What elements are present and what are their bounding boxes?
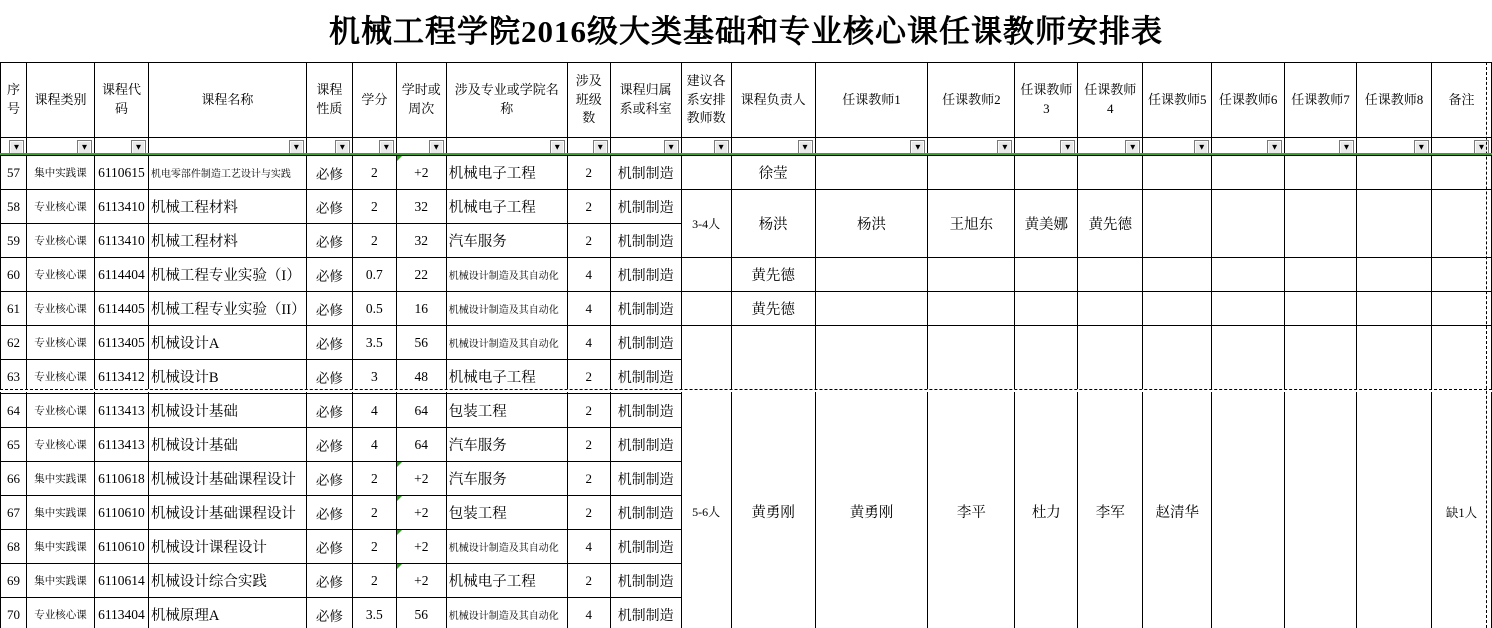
filter-dropdown-button-zhuanye[interactable]: ▼	[550, 140, 565, 155]
cell-5-beizhu[interactable]: 缺1人	[1431, 326, 1491, 628]
filter-dropdown-button-js2[interactable]: ▼	[997, 140, 1012, 155]
cell-11-guishu[interactable]: 机制制造	[610, 530, 681, 564]
cell-10-xuhao[interactable]: 67	[1, 496, 27, 530]
cell-3-js2[interactable]	[928, 258, 1015, 292]
cell-4-beizhu[interactable]	[1431, 292, 1491, 326]
cell-5-zhuanye[interactable]: 机械设计制造及其自动化	[446, 326, 567, 360]
cell-6-mingcheng[interactable]: 机械设计B	[148, 360, 306, 394]
column-header-js6[interactable]: 任课教师6	[1212, 63, 1285, 138]
column-header-guishu[interactable]: 课程归属系或科室	[610, 63, 681, 138]
cell-0-js2[interactable]	[928, 156, 1015, 190]
cell-4-js3[interactable]	[1015, 292, 1078, 326]
cell-10-leibie[interactable]: 集中实践课	[26, 496, 94, 530]
cell-3-js1[interactable]	[815, 258, 928, 292]
cell-10-daima[interactable]: 6110610	[94, 496, 148, 530]
cell-9-leibie[interactable]: 集中实践课	[26, 462, 94, 496]
filter-dropdown-button-guishu[interactable]: ▼	[664, 140, 679, 155]
cell-11-zhuanye[interactable]: 机械设计制造及其自动化	[446, 530, 567, 564]
cell-2-xuhao[interactable]: 59	[1, 224, 27, 258]
cell-10-zhuanye[interactable]: 包装工程	[446, 496, 567, 530]
cell-1-js7[interactable]	[1285, 190, 1357, 258]
cell-2-daima[interactable]: 6113410	[94, 224, 148, 258]
cell-1-js8[interactable]	[1357, 190, 1432, 258]
filter-dropdown-button-xingzhi[interactable]: ▼	[335, 140, 350, 155]
cell-7-xueshi[interactable]: 64	[396, 394, 446, 428]
cell-6-guishu[interactable]: 机制制造	[610, 360, 681, 394]
cell-0-beizhu[interactable]	[1431, 156, 1491, 190]
filter-dropdown-button-fuzeren[interactable]: ▼	[798, 140, 813, 155]
cell-2-guishu[interactable]: 机制制造	[610, 224, 681, 258]
cell-4-js8[interactable]	[1357, 292, 1432, 326]
cell-12-xuhao[interactable]: 69	[1, 564, 27, 598]
cell-10-xueshi[interactable]: +2	[396, 496, 446, 530]
cell-1-guishu[interactable]: 机制制造	[610, 190, 681, 224]
cell-5-guishu[interactable]: 机制制造	[610, 326, 681, 360]
cell-7-xuhao[interactable]: 64	[1, 394, 27, 428]
cell-0-js3[interactable]	[1015, 156, 1078, 190]
cell-1-js5[interactable]	[1143, 190, 1212, 258]
cell-0-js5[interactable]	[1143, 156, 1212, 190]
cell-8-zhuanye[interactable]: 汽车服务	[446, 428, 567, 462]
cell-3-xueshi[interactable]: 22	[396, 258, 446, 292]
cell-0-fuzeren[interactable]: 徐莹	[731, 156, 815, 190]
filter-dropdown-button-js5[interactable]: ▼	[1194, 140, 1209, 155]
cell-3-daima[interactable]: 6114404	[94, 258, 148, 292]
column-header-mingcheng[interactable]: 课程名称	[148, 63, 306, 138]
cell-2-leibie[interactable]: 专业核心课	[26, 224, 94, 258]
table-row	[1, 190, 1492, 224]
column-header-beizhu[interactable]: 备注	[1431, 63, 1491, 138]
column-header-js2[interactable]: 任课教师2	[928, 63, 1015, 138]
cell-13-xuhao[interactable]: 70	[1, 598, 27, 628]
cell-4-xuhao[interactable]: 61	[1, 292, 27, 326]
cell-0-xuefen[interactable]: 2	[352, 156, 396, 190]
filter-dropdown-button-xuhao[interactable]: ▼	[9, 140, 24, 155]
column-header-xuhao[interactable]: 序号	[1, 63, 27, 138]
cell-1-daima[interactable]: 6113410	[94, 190, 148, 224]
cell-1-js1[interactable]: 杨洪	[815, 190, 928, 258]
filter-dropdown-button-xueshi[interactable]: ▼	[429, 140, 444, 155]
cell-6-xuhao[interactable]: 63	[1, 360, 27, 394]
cell-5-xingzhi[interactable]: 必修	[306, 326, 352, 360]
column-header-js5[interactable]: 任课教师5	[1143, 63, 1212, 138]
cell-4-js7[interactable]	[1285, 292, 1357, 326]
filter-dropdown-button-js7[interactable]: ▼	[1339, 140, 1354, 155]
column-header-leibie[interactable]: 课程类别	[26, 63, 94, 138]
cell-4-js2[interactable]	[928, 292, 1015, 326]
cell-6-banji[interactable]: 2	[567, 360, 610, 394]
cell-10-mingcheng[interactable]: 机械设计基础课程设计	[148, 496, 306, 530]
cell-13-zhuanye[interactable]: 机械设计制造及其自动化	[446, 598, 567, 628]
cell-4-mingcheng[interactable]: 机械工程专业实验（II）	[148, 292, 306, 326]
cell-1-fuzeren[interactable]: 杨洪	[731, 190, 815, 258]
cell-5-leibie[interactable]: 专业核心课	[26, 326, 94, 360]
cell-1-leibie[interactable]: 专业核心课	[26, 190, 94, 224]
column-header-xingzhi[interactable]: 课程性质	[306, 63, 352, 138]
cell-1-js2[interactable]: 王旭东	[928, 190, 1015, 258]
cell-4-xingzhi[interactable]: 必修	[306, 292, 352, 326]
cell-13-xuefen[interactable]: 3.5	[352, 598, 396, 628]
cell-4-banji[interactable]: 4	[567, 292, 610, 326]
cell-3-js8[interactable]	[1357, 258, 1432, 292]
cell-1-jianyi[interactable]: 3-4人	[681, 190, 731, 258]
cell-3-js4[interactable]	[1078, 258, 1143, 292]
page-break-horizontal	[0, 389, 1492, 392]
cell-4-leibie[interactable]: 专业核心课	[26, 292, 94, 326]
cell-3-xuhao[interactable]: 60	[1, 258, 27, 292]
cell-7-xingzhi[interactable]: 必修	[306, 394, 352, 428]
cell-11-leibie[interactable]: 集中实践课	[26, 530, 94, 564]
cell-10-banji[interactable]: 2	[567, 496, 610, 530]
cell-3-mingcheng[interactable]: 机械工程专业实验（I）	[148, 258, 306, 292]
cell-2-zhuanye[interactable]: 汽车服务	[446, 224, 567, 258]
cell-5-mingcheng[interactable]: 机械设计A	[148, 326, 306, 360]
filter-dropdown-button-banji[interactable]: ▼	[593, 140, 608, 155]
cell-5-xuefen[interactable]: 3.5	[352, 326, 396, 360]
cell-3-js6[interactable]	[1212, 258, 1285, 292]
cell-3-xingzhi[interactable]: 必修	[306, 258, 352, 292]
cell-13-banji[interactable]: 4	[567, 598, 610, 628]
table-row	[1, 292, 1492, 326]
column-header-zhuanye[interactable]: 涉及专业或学院名称	[446, 63, 567, 138]
cell-0-banji[interactable]: 2	[567, 156, 610, 190]
cell-5-js6[interactable]	[1212, 326, 1285, 628]
cell-4-xuefen[interactable]: 0.5	[352, 292, 396, 326]
cell-12-leibie[interactable]: 集中实践课	[26, 564, 94, 598]
filter-dropdown-button-beizhu[interactable]: ▼	[1474, 140, 1489, 155]
cell-4-xueshi[interactable]: 16	[396, 292, 446, 326]
cell-1-xuefen[interactable]: 2	[352, 190, 396, 224]
cell-5-js8[interactable]	[1357, 326, 1432, 628]
cell-2-mingcheng[interactable]: 机械工程材料	[148, 224, 306, 258]
cell-9-xueshi[interactable]: +2	[396, 462, 446, 496]
column-header-banji[interactable]: 涉及班级数	[567, 63, 610, 138]
cell-11-banji[interactable]: 4	[567, 530, 610, 564]
cell-13-guishu[interactable]: 机制制造	[610, 598, 681, 628]
cell-0-zhuanye[interactable]: 机械电子工程	[446, 156, 567, 190]
cell-0-js4[interactable]	[1078, 156, 1143, 190]
column-header-js4[interactable]: 任课教师4	[1078, 63, 1143, 138]
column-header-daima[interactable]: 课程代码	[94, 63, 148, 138]
cell-9-xingzhi[interactable]: 必修	[306, 462, 352, 496]
cell-1-xueshi[interactable]: 32	[396, 190, 446, 224]
cell-7-daima[interactable]: 6113413	[94, 394, 148, 428]
cell-7-guishu[interactable]: 机制制造	[610, 394, 681, 428]
cell-0-xingzhi[interactable]: 必修	[306, 156, 352, 190]
filter-dropdown-button-js1[interactable]: ▼	[910, 140, 925, 155]
cell-10-guishu[interactable]: 机制制造	[610, 496, 681, 530]
cell-1-banji[interactable]: 2	[567, 190, 610, 224]
cell-8-xueshi[interactable]: 64	[396, 428, 446, 462]
cell-4-guishu[interactable]: 机制制造	[610, 292, 681, 326]
cell-12-mingcheng[interactable]: 机械设计综合实践	[148, 564, 306, 598]
cell-7-xuefen[interactable]: 4	[352, 394, 396, 428]
cell-9-daima[interactable]: 6110618	[94, 462, 148, 496]
cell-4-daima[interactable]: 6114405	[94, 292, 148, 326]
filter-dropdown-button-daima[interactable]: ▼	[131, 140, 146, 155]
cell-6-leibie[interactable]: 专业核心课	[26, 360, 94, 394]
cell-9-xuhao[interactable]: 66	[1, 462, 27, 496]
cell-3-jianyi[interactable]	[681, 258, 731, 292]
filter-dropdown-button-js3[interactable]: ▼	[1060, 140, 1075, 155]
cell-8-xingzhi[interactable]: 必修	[306, 428, 352, 462]
cell-13-leibie[interactable]: 专业核心课	[26, 598, 94, 628]
cell-1-mingcheng[interactable]: 机械工程材料	[148, 190, 306, 224]
cell-3-js7[interactable]	[1285, 258, 1357, 292]
cell-3-leibie[interactable]: 专业核心课	[26, 258, 94, 292]
cell-5-js7[interactable]	[1285, 326, 1357, 628]
page-break-vertical	[1486, 62, 1487, 628]
cell-3-fuzeren[interactable]: 黄先德	[731, 258, 815, 292]
column-header-xueshi[interactable]: 学时或周次	[396, 63, 446, 138]
cell-7-zhuanye[interactable]: 包装工程	[446, 394, 567, 428]
cell-10-xuefen[interactable]: 2	[352, 496, 396, 530]
cell-3-guishu[interactable]: 机制制造	[610, 258, 681, 292]
cell-6-xueshi[interactable]: 48	[396, 360, 446, 394]
cell-8-xuefen[interactable]: 4	[352, 428, 396, 462]
cell-7-mingcheng[interactable]: 机械设计基础	[148, 394, 306, 428]
cell-5-js4[interactable]: 李军	[1078, 326, 1143, 628]
filter-dropdown-button-js4[interactable]: ▼	[1125, 140, 1140, 155]
cell-6-daima[interactable]: 6113412	[94, 360, 148, 394]
cell-0-xuhao[interactable]: 57	[1, 156, 27, 190]
cell-8-xuhao[interactable]: 65	[1, 428, 27, 462]
cell-2-xingzhi[interactable]: 必修	[306, 224, 352, 258]
cell-3-js3[interactable]	[1015, 258, 1078, 292]
cell-13-mingcheng[interactable]: 机械原理A	[148, 598, 306, 628]
column-header-js3[interactable]: 任课教师3	[1015, 63, 1078, 138]
cell-0-daima[interactable]: 6110615	[94, 156, 148, 190]
cell-8-mingcheng[interactable]: 机械设计基础	[148, 428, 306, 462]
cell-7-banji[interactable]: 2	[567, 394, 610, 428]
cell-5-fuzeren[interactable]: 黄勇刚	[731, 326, 815, 628]
cell-6-xingzhi[interactable]: 必修	[306, 360, 352, 394]
cell-12-xueshi[interactable]: +2	[396, 564, 446, 598]
cell-8-banji[interactable]: 2	[567, 428, 610, 462]
column-header-js1[interactable]: 任课教师1	[815, 63, 928, 138]
cell-5-js5[interactable]: 赵清华	[1143, 326, 1212, 628]
column-header-js8[interactable]: 任课教师8	[1357, 63, 1432, 138]
cell-4-js6[interactable]	[1212, 292, 1285, 326]
cell-4-jianyi[interactable]	[681, 292, 731, 326]
cell-4-fuzeren[interactable]: 黄先德	[731, 292, 815, 326]
cell-0-js8[interactable]	[1357, 156, 1432, 190]
cell-5-js3[interactable]: 杜力	[1015, 326, 1078, 628]
cell-8-leibie[interactable]: 专业核心课	[26, 428, 94, 462]
table-row	[1, 326, 1492, 360]
cell-13-xingzhi[interactable]: 必修	[306, 598, 352, 628]
cell-0-guishu[interactable]: 机制制造	[610, 156, 681, 190]
cell-3-js5[interactable]	[1143, 258, 1212, 292]
cell-1-js3[interactable]: 黄美娜	[1015, 190, 1078, 258]
header-row	[1, 63, 1492, 138]
cell-0-js1[interactable]	[815, 156, 928, 190]
cell-5-js2[interactable]: 李平	[928, 326, 1015, 628]
column-header-xuefen[interactable]: 学分	[352, 63, 396, 138]
filter-dropdown-button-js6[interactable]: ▼	[1267, 140, 1282, 155]
cell-5-jianyi[interactable]: 5-6人	[681, 326, 731, 628]
cell-13-xueshi[interactable]: 56	[396, 598, 446, 628]
cell-5-xueshi[interactable]: 56	[396, 326, 446, 360]
cell-3-beizhu[interactable]	[1431, 258, 1491, 292]
filter-dropdown-button-jianyi[interactable]: ▼	[714, 140, 729, 155]
column-header-fuzeren[interactable]: 课程负责人	[731, 63, 815, 138]
cell-1-xingzhi[interactable]: 必修	[306, 190, 352, 224]
cell-11-xuefen[interactable]: 2	[352, 530, 396, 564]
cell-2-xuefen[interactable]: 2	[352, 224, 396, 258]
cell-0-js7[interactable]	[1285, 156, 1357, 190]
course-assignment-table	[0, 62, 1492, 628]
cell-1-beizhu[interactable]	[1431, 190, 1491, 258]
filter-dropdown-button-js8[interactable]: ▼	[1414, 140, 1429, 155]
cell-13-daima[interactable]: 6113404	[94, 598, 148, 628]
cell-2-banji[interactable]: 2	[567, 224, 610, 258]
cell-12-zhuanye[interactable]: 机械电子工程	[446, 564, 567, 598]
cell-1-zhuanye[interactable]: 机械电子工程	[446, 190, 567, 224]
cell-4-js1[interactable]	[815, 292, 928, 326]
cell-8-guishu[interactable]: 机制制造	[610, 428, 681, 462]
cell-5-banji[interactable]: 4	[567, 326, 610, 360]
cell-11-xueshi[interactable]: +2	[396, 530, 446, 564]
column-header-jianyi[interactable]: 建议各系安排教师数	[681, 63, 731, 138]
cell-1-js4[interactable]: 黄先德	[1078, 190, 1143, 258]
cell-0-xueshi[interactable]: +2	[396, 156, 446, 190]
filter-dropdown-button-xuefen[interactable]: ▼	[379, 140, 394, 155]
cell-1-js6[interactable]	[1212, 190, 1285, 258]
cell-6-zhuanye[interactable]: 机械电子工程	[446, 360, 567, 394]
cell-5-js1[interactable]: 黄勇刚	[815, 326, 928, 628]
table-row	[1, 258, 1492, 292]
cell-12-banji[interactable]: 2	[567, 564, 610, 598]
cell-9-mingcheng[interactable]: 机械设计基础课程设计	[148, 462, 306, 496]
cell-1-xuhao[interactable]: 58	[1, 190, 27, 224]
cell-12-guishu[interactable]: 机制制造	[610, 564, 681, 598]
cell-4-zhuanye[interactable]: 机械设计制造及其自动化	[446, 292, 567, 326]
cell-12-xingzhi[interactable]: 必修	[306, 564, 352, 598]
cell-2-xueshi[interactable]: 32	[396, 224, 446, 258]
cell-11-xuhao[interactable]: 68	[1, 530, 27, 564]
column-header-js7[interactable]: 任课教师7	[1285, 63, 1357, 138]
cell-11-xingzhi[interactable]: 必修	[306, 530, 352, 564]
cell-9-xuefen[interactable]: 2	[352, 462, 396, 496]
sheet-title: 机械工程学院2016级大类基础和专业核心课任课教师安排表	[329, 14, 1163, 49]
cell-5-daima[interactable]: 6113405	[94, 326, 148, 360]
cell-11-daima[interactable]: 6110610	[94, 530, 148, 564]
cell-0-leibie[interactable]: 集中实践课	[26, 156, 94, 190]
cell-4-js4[interactable]	[1078, 292, 1143, 326]
freeze-pane-line	[0, 153, 1492, 155]
cell-3-banji[interactable]: 4	[567, 258, 610, 292]
cell-7-leibie[interactable]: 专业核心课	[26, 394, 94, 428]
cell-12-daima[interactable]: 6110614	[94, 564, 148, 598]
cell-3-zhuanye[interactable]: 机械设计制造及其自动化	[446, 258, 567, 292]
cell-10-xingzhi[interactable]: 必修	[306, 496, 352, 530]
cell-9-guishu[interactable]: 机制制造	[610, 462, 681, 496]
cell-4-js5[interactable]	[1143, 292, 1212, 326]
cell-5-xuhao[interactable]: 62	[1, 326, 27, 360]
cell-0-jianyi[interactable]	[681, 156, 731, 190]
cell-9-banji[interactable]: 2	[567, 462, 610, 496]
cell-0-js6[interactable]	[1212, 156, 1285, 190]
cell-11-mingcheng[interactable]: 机械设计课程设计	[148, 530, 306, 564]
filter-dropdown-button-leibie[interactable]: ▼	[77, 140, 92, 155]
cell-0-mingcheng[interactable]: 机电零部件制造工艺设计与实践	[148, 156, 306, 190]
cell-12-xuefen[interactable]: 2	[352, 564, 396, 598]
cell-8-daima[interactable]: 6113413	[94, 428, 148, 462]
cell-6-xuefen[interactable]: 3	[352, 360, 396, 394]
cell-9-zhuanye[interactable]: 汽车服务	[446, 462, 567, 496]
table-row	[1, 156, 1492, 190]
cell-3-xuefen[interactable]: 0.7	[352, 258, 396, 292]
filter-dropdown-button-mingcheng[interactable]: ▼	[289, 140, 304, 155]
